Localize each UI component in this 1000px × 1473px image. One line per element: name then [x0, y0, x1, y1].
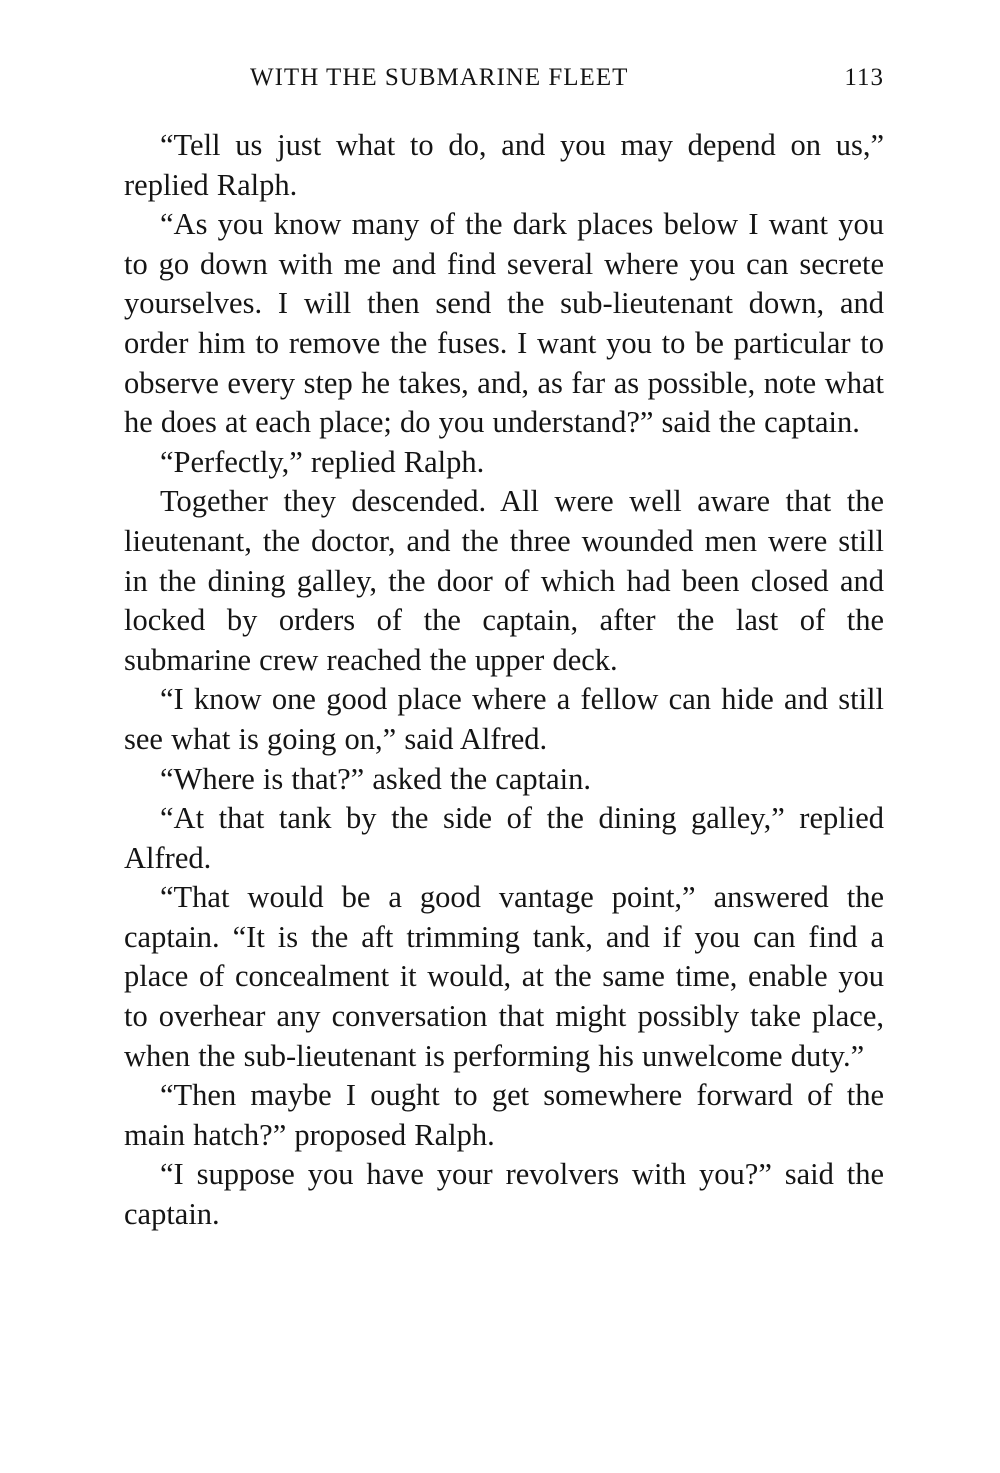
paragraph: “I know one good place where a fellow can hide and still see what is going on,” said Alfred.	[124, 682, 884, 756]
page-number: 113	[844, 64, 884, 91]
running-head	[124, 58, 884, 98]
paragraph: “Perfectly,” replied Ralph.	[160, 444, 485, 479]
paragraph: “Then maybe I ought to get somewhere forward of the main hatch?” proposed Ralph.	[124, 1078, 884, 1152]
paragraph: “I suppose you have your revolvers with you?” said the captain.	[124, 1157, 884, 1232]
paragraph: “As you know many of the dark places below I want you to go down with me and find several where you can secrete yourselves. I will then send the sub-lieutenant down, and order him to remove the fuses. I want you to be particular to observe every step he takes, and, as far as possible, note what he does at each place; do you understand?” said the captain.	[124, 207, 884, 440]
body-text	[124, 126, 884, 1235]
paragraph: “Tell us just what to do, and you may depend on us,” replied Ralph.	[124, 128, 884, 202]
running-title: WITH THE SUBMARINE FLEET	[250, 64, 629, 91]
paragraph: “That would be a good vantage point,” answered the captain. “It is the aft trimming tank, and if you can find a place of concealment it would, at the same time, enable you to overhear any conversation that might possibly take place, when the sub-lieutenant is performing his unwelcome duty.”	[124, 880, 884, 1073]
paragraph: “Where is that?” asked the captain.	[160, 761, 591, 796]
book-page	[124, 58, 884, 1235]
paragraph: Together they descended. All were well aware that the lieutenant, the doctor, and the three wounded men were still in the dining galley, the door of which had been closed and locked by orders of the captain, after the last of the submarine crew reached the upper deck.	[124, 484, 884, 677]
paragraph: “At that tank by the side of the dining galley,” replied Alfred.	[124, 801, 884, 875]
